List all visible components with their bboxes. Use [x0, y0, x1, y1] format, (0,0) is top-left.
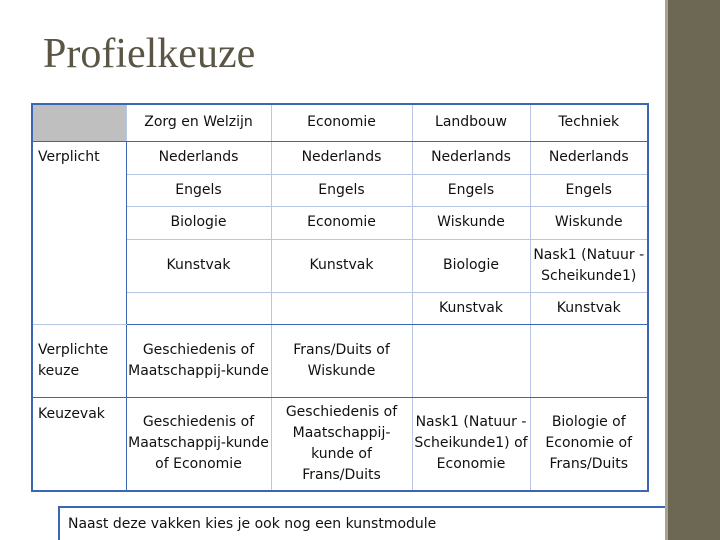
table-cell: Kunstvak: [271, 239, 412, 292]
footnote-box: [58, 506, 665, 540]
row-label-verplicht: Verplicht: [32, 141, 126, 324]
table-cell: Biologie of Economie of Frans/Duits: [530, 397, 648, 491]
page-title: Profielkeuze: [43, 31, 256, 77]
table-cell: Nederlands: [271, 141, 412, 174]
table-cell: Nask1 (Natuur -Scheikunde1): [530, 239, 648, 292]
table-cell: Kunstvak: [412, 292, 530, 324]
table-cell: Wiskunde: [412, 206, 530, 239]
column-header: Techniek: [530, 104, 648, 141]
table-row: [32, 141, 648, 174]
table-row: [32, 324, 648, 397]
profile-table: [31, 103, 649, 492]
table-cell: Engels: [271, 174, 412, 206]
table-cell: Biologie: [126, 206, 271, 239]
column-header: Landbouw: [412, 104, 530, 141]
table-cell: Nask1 (Natuur -Scheikunde1) of Economie: [412, 397, 530, 491]
table-header-row: [32, 104, 648, 141]
row-label-verplichte-keuze: Verplichte keuze: [32, 324, 126, 397]
table-cell: Wiskunde: [530, 206, 648, 239]
table-cell: Geschiedenis of Maatschappij-kunde of Frans/Duits: [271, 397, 412, 491]
table-cell: Geschiedenis of Maatschappij-kunde: [126, 324, 271, 397]
table-cell: [271, 292, 412, 324]
corner-cell: [32, 104, 126, 141]
column-header: Economie: [271, 104, 412, 141]
table-cell: Engels: [412, 174, 530, 206]
column-header: Zorg en Welzijn: [126, 104, 271, 141]
table-cell: Nederlands: [126, 141, 271, 174]
decorative-side-bar: [665, 0, 720, 540]
row-label-keuzevak: Keuzevak: [32, 397, 126, 491]
table-cell: Engels: [126, 174, 271, 206]
table-cell: Nederlands: [530, 141, 648, 174]
footnote-text: Naast deze vakken kies je ook nog een kunstmodule: [68, 516, 437, 532]
table-cell: [126, 292, 271, 324]
table-cell: Engels: [530, 174, 648, 206]
table-cell: Frans/Duits of Wiskunde: [271, 324, 412, 397]
table-cell: [412, 324, 530, 397]
table-cell: Geschiedenis of Maatschappij-kunde of Economie: [126, 397, 271, 491]
table-cell: Kunstvak: [126, 239, 271, 292]
table-cell: Economie: [271, 206, 412, 239]
table-cell: Kunstvak: [530, 292, 648, 324]
table-cell: Biologie: [412, 239, 530, 292]
table-cell: Nederlands: [412, 141, 530, 174]
table-cell: [530, 324, 648, 397]
table-row: [32, 397, 648, 491]
